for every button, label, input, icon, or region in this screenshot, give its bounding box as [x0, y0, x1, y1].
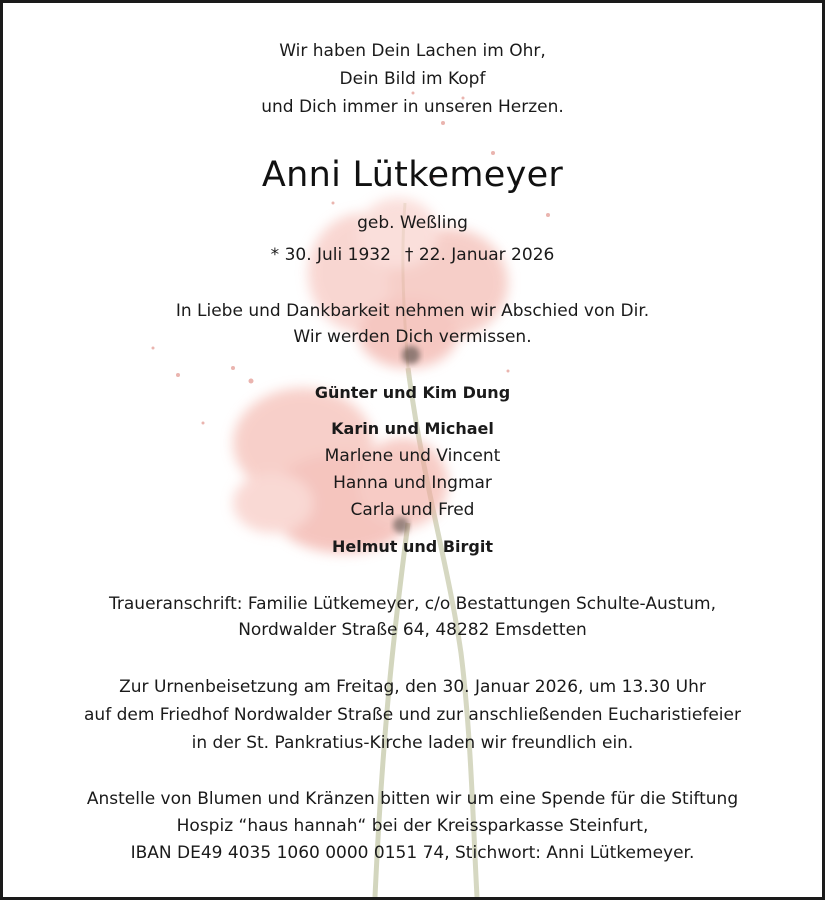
- life-dates: [3, 243, 822, 267]
- poem-line: Dein Bild im Kopf: [339, 69, 486, 89]
- birth-name: geb. Weßling: [357, 213, 468, 233]
- farewell-line: In Liebe und Dankbarkeit nehmen wir Abschied von Dir.: [175, 301, 650, 321]
- farewell-line: Wir werden Dich vermissen.: [293, 327, 532, 347]
- address-line: Nordwalder Straße 64, 48282 Emsdetten: [238, 620, 587, 640]
- mourner-grandchildren: Hanna und Ingmar: [333, 473, 492, 493]
- donation-line: Anstelle von Blumen und Kränzen bitten wir um eine Spende für die Stiftung: [86, 789, 739, 809]
- donation-line: Hospiz “haus hannah“ bei der Kreissparkasse Steinfurt,: [176, 816, 649, 836]
- mourner-couple: Karin und Michael: [331, 419, 494, 438]
- donation-line: IBAN DE49 4035 1060 0000 0151 74, Stichwort: Anni Lütkemeyer.: [130, 843, 695, 863]
- poem-line: Wir haben Dein Lachen im Ohr,: [279, 41, 546, 61]
- mourner-couple: Helmut und Birgit: [332, 537, 493, 556]
- mourner-grandchildren: Marlene und Vincent: [324, 446, 501, 466]
- ceremony-line: in der St. Pankratius-Kirche laden wir freundlich ein.: [191, 733, 634, 753]
- mourner-grandchildren: Carla und Fred: [350, 500, 475, 520]
- mourner-couple: Günter und Kim Dung: [314, 383, 511, 402]
- birth-date: * 30. Juli 1932: [270, 245, 391, 265]
- ceremony-line: auf dem Friedhof Nordwalder Straße und zur anschließenden Eucharistiefeier: [84, 705, 741, 725]
- address-line: Traueranschrift: Familie Lütkemeyer, c/o Bestattungen Schulte-Austum,: [109, 594, 716, 614]
- ceremony-line: Zur Urnenbeisetzung am Freitag, den 30. Januar 2026, um 13.30 Uhr: [119, 677, 706, 697]
- poem-line: und Dich immer in unseren Herzen.: [261, 97, 564, 117]
- deceased-name: Anni Lütkemeyer: [261, 155, 564, 195]
- notice-content: [3, 3, 822, 897]
- death-date: † 22. Januar 2026: [404, 245, 555, 265]
